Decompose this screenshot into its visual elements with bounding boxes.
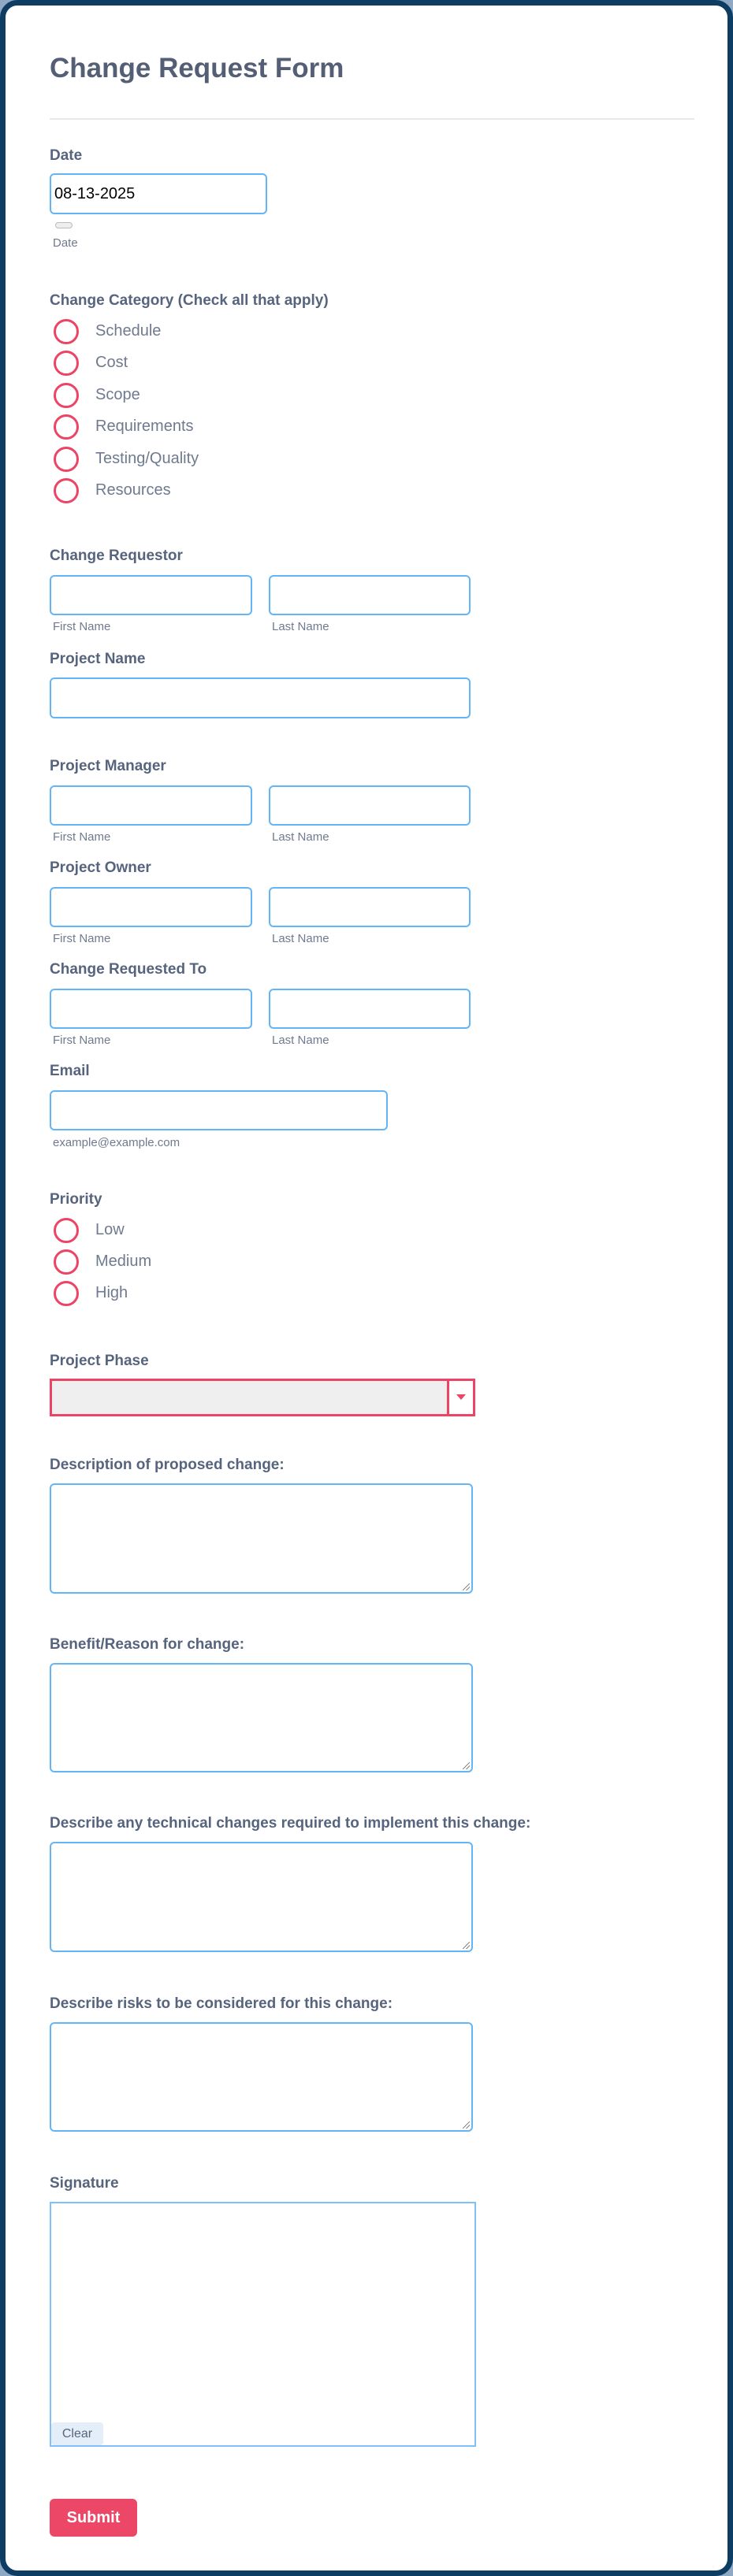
checkbox-cost[interactable]	[54, 351, 79, 376]
chevron-down-icon	[456, 1394, 466, 1400]
signature-label: Signature	[50, 2175, 119, 2192]
first-name-sublabel: First Name	[53, 830, 111, 844]
option-label: Scope	[95, 386, 140, 403]
priority-label: Priority	[50, 1191, 102, 1208]
first-name-sublabel: First Name	[53, 620, 111, 633]
resize-handle-icon[interactable]	[463, 1583, 470, 1591]
last-name-sublabel: Last Name	[272, 1034, 329, 1047]
change-requested-to-label: Change Requested To	[50, 961, 207, 978]
option-label: Testing/Quality	[95, 450, 199, 467]
date-input[interactable]: 08-13-2025	[50, 173, 267, 214]
description-textarea[interactable]	[50, 1483, 473, 1594]
submit-button[interactable]: Submit	[50, 2499, 137, 2537]
manager-first-name-input[interactable]	[50, 785, 252, 826]
checkbox-resources[interactable]	[54, 478, 79, 503]
resize-handle-icon[interactable]	[463, 1762, 470, 1769]
option-label: Resources	[95, 481, 171, 499]
last-name-sublabel: Last Name	[272, 620, 329, 633]
email-sublabel: example@example.com	[53, 1136, 180, 1149]
radio-high[interactable]	[54, 1281, 79, 1306]
option-label: High	[95, 1284, 128, 1301]
requested-to-first-name-input[interactable]	[50, 989, 252, 1029]
divider	[50, 118, 694, 120]
checkbox-requirements[interactable]	[54, 414, 79, 440]
resize-handle-icon[interactable]	[463, 2121, 470, 2129]
page-title: Change Request Form	[50, 53, 344, 84]
last-name-sublabel: Last Name	[272, 932, 329, 945]
project-phase-label: Project Phase	[50, 1353, 149, 1369]
first-name-sublabel: First Name	[53, 1034, 111, 1047]
date-sublabel: Date	[53, 236, 78, 250]
risks-label: Describe risks to be considered for this change:	[50, 1995, 393, 2012]
project-name-input[interactable]	[50, 677, 471, 718]
risks-textarea[interactable]	[50, 2022, 473, 2132]
change-requestor-label: Change Requestor	[50, 547, 183, 564]
date-label: Date	[50, 147, 83, 164]
project-owner-label: Project Owner	[50, 859, 151, 876]
last-name-sublabel: Last Name	[272, 830, 329, 844]
clear-signature-button[interactable]: Clear	[51, 2422, 103, 2445]
option-label: Cost	[95, 354, 128, 371]
benefit-label: Benefit/Reason for change:	[50, 1636, 245, 1653]
manager-last-name-input[interactable]	[269, 785, 471, 826]
change-category-label: Change Category (Check all that apply)	[50, 292, 329, 309]
email-input[interactable]	[50, 1090, 388, 1130]
requestor-last-name-input[interactable]	[269, 575, 471, 615]
option-label: Low	[95, 1221, 125, 1238]
option-label: Schedule	[95, 322, 162, 340]
calendar-toggle[interactable]	[55, 222, 73, 228]
dropdown-button[interactable]	[447, 1381, 473, 1414]
technical-changes-label: Describe any technical changes required to implement this change:	[50, 1815, 531, 1832]
checkbox-testing-quality[interactable]	[54, 447, 79, 472]
project-manager-label: Project Manager	[50, 758, 166, 774]
description-label: Description of proposed change:	[50, 1457, 285, 1473]
owner-last-name-input[interactable]	[269, 887, 471, 927]
option-label: Requirements	[95, 418, 194, 435]
signature-pad[interactable]	[50, 2202, 476, 2447]
checkbox-schedule[interactable]	[54, 319, 79, 344]
benefit-textarea[interactable]	[50, 1663, 473, 1772]
email-label: Email	[50, 1063, 90, 1079]
requestor-first-name-input[interactable]	[50, 575, 252, 615]
resize-handle-icon[interactable]	[463, 1942, 470, 1949]
owner-first-name-input[interactable]	[50, 887, 252, 927]
radio-low[interactable]	[54, 1218, 79, 1243]
checkbox-scope[interactable]	[54, 383, 79, 408]
radio-medium[interactable]	[54, 1249, 79, 1275]
option-label: Medium	[95, 1253, 152, 1270]
project-phase-select[interactable]	[50, 1379, 475, 1416]
project-name-label: Project Name	[50, 651, 146, 667]
requested-to-last-name-input[interactable]	[269, 989, 471, 1029]
technical-changes-textarea[interactable]	[50, 1842, 473, 1952]
first-name-sublabel: First Name	[53, 932, 111, 945]
